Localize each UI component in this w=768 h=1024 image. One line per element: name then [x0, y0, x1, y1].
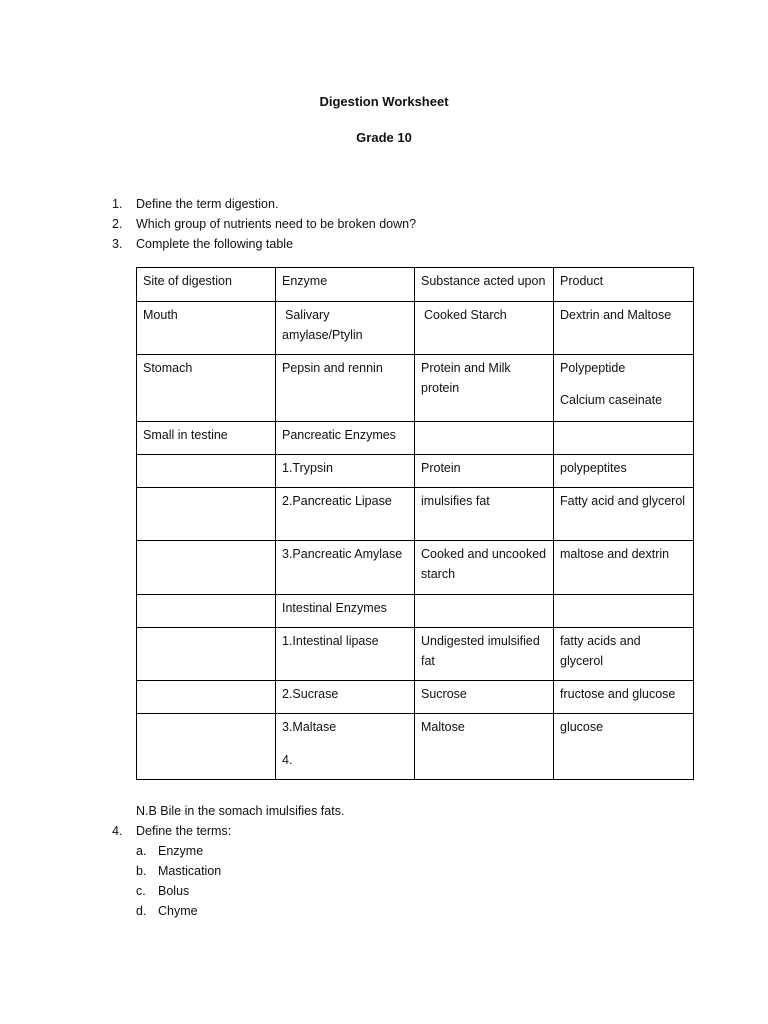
- enzyme-cell: 3.Pancreatic Amylase: [276, 541, 415, 595]
- enzyme-cell: 2.Sucrase: [276, 681, 415, 714]
- substance-cell: Cooked Starch: [415, 302, 554, 355]
- table-row: [137, 628, 694, 681]
- header-cell: Enzyme: [276, 268, 415, 302]
- product-cell: Dextrin and Maltose: [554, 302, 694, 355]
- enzyme-cell: Pancreatic Enzymes: [276, 422, 415, 455]
- enzyme-cell: Salivary amylase/Ptylin: [276, 302, 415, 355]
- question-item: 4. Define the terms:: [112, 824, 232, 838]
- enzyme-cell: 3.Maltase 4.: [276, 714, 415, 780]
- table-row: [137, 455, 694, 488]
- product-cell: fatty acids and glycerol: [554, 628, 694, 681]
- enzyme-cell: Intestinal Enzymes: [276, 595, 415, 628]
- substance-cell: [415, 595, 554, 628]
- substance-cell: Protein and Milk protein: [415, 355, 554, 422]
- table-row: [137, 355, 694, 422]
- product-cell: [554, 422, 694, 455]
- table-header-row: [137, 268, 694, 302]
- substance-cell: Maltose: [415, 714, 554, 780]
- term-item: d. Chyme: [136, 904, 198, 918]
- table-row: [137, 714, 694, 780]
- table-row: [137, 595, 694, 628]
- site-cell: Small in testine: [137, 422, 276, 455]
- term-item: a. Enzyme: [136, 844, 204, 858]
- table-row: [137, 488, 694, 541]
- header-cell: Site of digestion: [137, 268, 276, 302]
- site-cell: Mouth: [137, 302, 276, 355]
- product-cell: maltose and dextrin: [554, 541, 694, 595]
- enzyme-cell: 2.Pancreatic Lipase: [276, 488, 415, 541]
- substance-cell: imulsifies fat: [415, 488, 554, 541]
- site-cell: [137, 681, 276, 714]
- site-cell: [137, 541, 276, 595]
- product-cell: fructose and glucose: [554, 681, 694, 714]
- table-row: [137, 422, 694, 455]
- header-cell: Product: [554, 268, 694, 302]
- bile-note: N.B Bile in the somach imulsifies fats.: [136, 804, 345, 818]
- site-cell: Stomach: [137, 355, 276, 422]
- site-cell: [137, 595, 276, 628]
- substance-cell: [415, 422, 554, 455]
- site-cell: [137, 455, 276, 488]
- substance-cell: Undigested imulsified fat: [415, 628, 554, 681]
- substance-cell: Sucrose: [415, 681, 554, 714]
- question-item: 1. Define the term digestion.: [112, 197, 279, 211]
- substance-cell: Cooked and uncooked starch: [415, 541, 554, 595]
- product-cell: polypeptites: [554, 455, 694, 488]
- site-cell: [137, 488, 276, 541]
- table-row: [137, 541, 694, 595]
- site-cell: [137, 628, 276, 681]
- product-cell: [554, 595, 694, 628]
- term-item: c. Bolus: [136, 884, 190, 898]
- table-row: [137, 302, 694, 355]
- terms-list: [136, 841, 221, 921]
- enzyme-cell: 1.Intestinal lipase: [276, 628, 415, 681]
- header-cell: Substance acted upon: [415, 268, 554, 302]
- product-cell: Polypeptide Calcium caseinate: [554, 355, 694, 422]
- site-cell: [137, 714, 276, 780]
- digestion-table: [136, 267, 694, 780]
- question-list: [112, 194, 416, 254]
- enzyme-cell: Pepsin and rennin: [276, 355, 415, 422]
- question-item: 3. Complete the following table: [112, 237, 294, 251]
- product-cell: Fatty acid and glycerol: [554, 488, 694, 541]
- grade-label: Grade 10: [356, 130, 412, 145]
- table-row: [137, 681, 694, 714]
- worksheet-title: Digestion Worksheet: [319, 94, 449, 109]
- substance-cell: Protein: [415, 455, 554, 488]
- product-cell: glucose: [554, 714, 694, 780]
- question-item: 2. Which group of nutrients need to be broken down?: [112, 217, 417, 231]
- term-item: b. Mastication: [136, 864, 222, 878]
- enzyme-cell: 1.Trypsin: [276, 455, 415, 488]
